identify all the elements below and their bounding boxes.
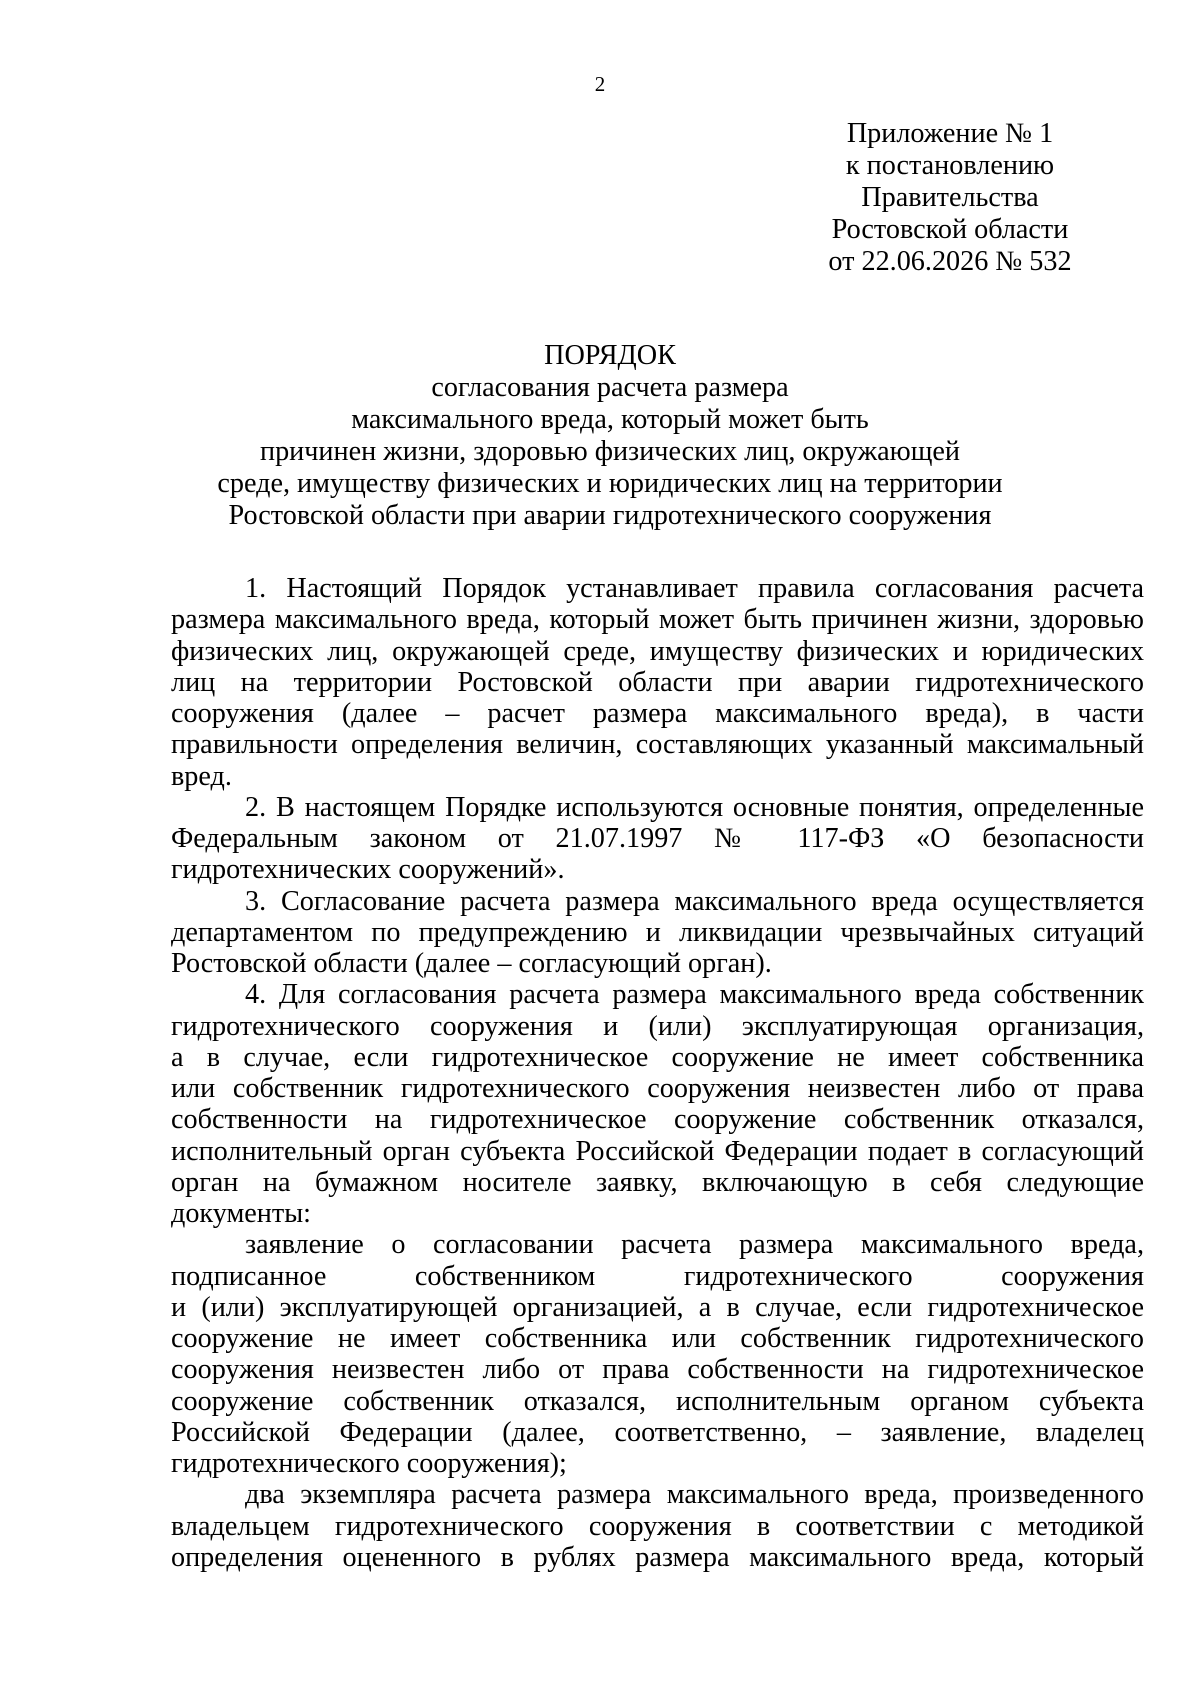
list-item-application-line: заявление о согласовании расчета размера максимального вреда, [245, 1229, 1144, 1261]
list-item-application-line: сооружения неизвестен либо от права собственности на гидротехническое [171, 1354, 1144, 1386]
title-line: Ростовской области при аварии гидротехнического сооружения [228, 500, 992, 531]
paragraph-4-line: а в случае, если гидротехническое сооружение не имеет собственника [171, 1041, 1144, 1073]
list-item-application-line: сооружение не имеет собственника или собственник гидротехнического [171, 1323, 1144, 1354]
paragraph-4-line: исполнительный орган субъекта Российской Федерации подает в согласующий [171, 1135, 1144, 1167]
paragraph-2-line: Федеральным законом от 21.07.1997 № 117-ФЗ «О безопасности [171, 823, 1144, 854]
paragraph-1-line: 1. Настоящий Порядок устанавливает правила согласования расчета [245, 573, 1144, 604]
paragraph-3-line: департаментом по предупреждению и ликвидации чрезвычайных ситуаций [171, 916, 1144, 948]
list-item-application-line: гидротехнического сооружения); [171, 1448, 567, 1479]
list-item-calculation-line: определения оцененного в рублях размера максимального вреда, который [171, 1541, 1144, 1573]
paragraph-4-line: или собственник гидротехнического сооружения неизвестен либо от права [171, 1073, 1144, 1104]
list-item-application-line: подписанное собственником гидротехнического сооружения [171, 1260, 1144, 1292]
document-title [160, 340, 1060, 532]
paragraph-4-line: собственности на гидротехническое сооружение собственник отказался, [171, 1104, 1144, 1136]
paragraph-1-line: правильности определения величин, составляющих указанный максимальный [171, 729, 1144, 761]
page-number: 2 [594, 72, 606, 96]
list-item-application-line: и (или) эксплуатирующей организацией, а в случае, если гидротехническое [171, 1291, 1144, 1323]
list-item-application-line: Российской Федерации (далее, соответственно, – заявление, владелец [171, 1416, 1144, 1448]
approval-block [800, 118, 1100, 278]
approval-line: Ростовской области [831, 214, 1069, 245]
approval-line: Правительства [861, 182, 1039, 213]
title-line: согласования расчета размера [431, 372, 789, 403]
paragraph-4-line: гидротехнического сооружения и (или) эксплуатирующая организация, [171, 1010, 1144, 1042]
paragraph-3-line: Ростовской области (далее – согласующий орган). [171, 948, 772, 979]
title-line: максимального вреда, который может быть [351, 404, 869, 435]
list-item-calculation-line: два экземпляра расчета размера максимального вреда, произведенного [245, 1479, 1144, 1511]
document-body [171, 573, 1144, 1573]
paragraph-1-line: размера максимального вреда, который может быть причинен жизни, здоровью [171, 604, 1144, 636]
paragraph-1-line: вред. [171, 760, 232, 792]
paragraph-2-line: гидротехнических сооружений». [171, 854, 565, 886]
paragraph-4-line: 4. Для согласования расчета размера максимального вреда собственник [245, 979, 1144, 1011]
title-heading: ПОРЯДОК [544, 340, 676, 371]
list-item-application-line: сооружение собственник отказался, исполнительным органом субъекта [171, 1385, 1144, 1417]
paragraph-1-line: сооружения (далее – расчет размера максимального вреда), в части [171, 698, 1144, 729]
paragraph-4-line: орган на бумажном носителе заявку, включающую в себя следующие [171, 1166, 1144, 1198]
paragraph-3-line: 3. Согласование расчета размера максимального вреда осуществляется [245, 885, 1144, 917]
approval-line: к постановлению [845, 150, 1055, 181]
title-line: причинен жизни, здоровью физических лиц, окружающей [259, 436, 961, 467]
list-item-calculation-line: владельцем гидротехнического сооружения в соответствии с методикой [171, 1510, 1144, 1542]
paragraph-4-line: документы: [171, 1198, 311, 1229]
paragraph-1-line: физических лиц, окружающей среде, имуществу физических и юридических [171, 635, 1144, 667]
approval-line: от 22.06.2026 № 532 [828, 246, 1072, 277]
title-line: среде, имуществу физических и юридических лиц на территории [217, 468, 1003, 499]
paragraph-1-line: лиц на территории Ростовской области при аварии гидротехнического [171, 666, 1144, 698]
approval-line: Приложение № 1 [846, 118, 1054, 149]
paragraph-2-line: 2. В настоящем Порядке используются основные понятия, определенные [245, 791, 1144, 823]
